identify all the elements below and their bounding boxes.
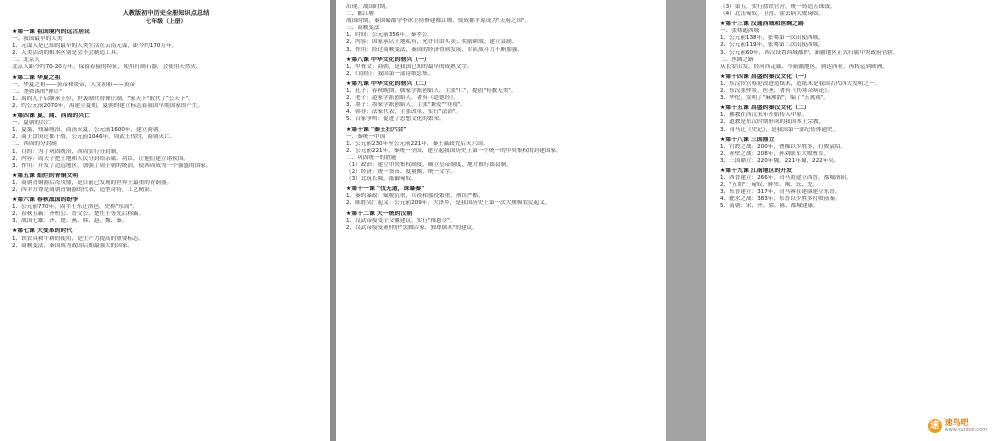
text-line: 一、夏朝的兴亡 [12,120,52,127]
text-line: 1、公元前770年，周平王东迁洛邑，史称"东周"。 [12,204,138,211]
text-line: 2、内容：国家承认土地私有，允许自由买卖；奖励耕战；建立县制。 [346,39,518,46]
text-line: 1、商朝青铜器后母戊鼎，是目前已发现的世界上最重的青铜器。 [12,179,173,186]
text-line: 1、官渡之战：200年，曹操以少胜多，打败袁绍。 [720,143,847,150]
text-line: 3、作用：经过商鞅变法，秦国的经济得到发展，军队战斗力不断加强。 [346,46,523,53]
watermark-url: www.sunbar.com [944,427,987,433]
text-line: （3）第五，实行盐铁官营，统一铸造五铢钱。 [720,4,836,10]
document-title: 人教版初中历史全册知识点总结 [122,10,210,17]
text-line: 4、韩非：法家代表，主张改革，实行"法治"。 [346,109,461,116]
text-line: 一、华夏之祖——黄帝和炎帝，人文初祖——黄帝 [12,81,136,88]
text-line: 1、时间：公元前356年，秦孝公。 [346,32,433,39]
text-line: 2、东汉张仲景，医圣，著有《伤寒杂病论》。 [720,88,833,95]
text-line: 1、禹的儿子启继承王位，世袭制代替禅让制，"家天下"取代了"公天下"。 [12,95,194,102]
text-line: 2、赤壁之战：208年，孙刘联军大败曹军。 [720,150,830,157]
text-line: 二、丝绸之路 [720,56,754,63]
text-line: 1、夏桀，残暴统治，商汤灭夏，公元前1600年，建立商朝。 [12,127,165,134]
text-line: 3、三国鼎立：220年魏，221年蜀，222年吴。 [720,157,840,164]
text-line: 二、巩固统一的措施 [346,154,397,161]
text-line: （4）北击匈奴，卫青、霍去病大败匈奴。 [720,11,825,18]
text-line: 3、公元前60年，西汉设置西域都护，新疆地区正式归属中央政府管辖。 [720,49,899,56]
text-line: 2、约公元前2070年，禹建立夏朝，夏朝的建立标志着我国早期国家的产生。 [12,102,204,109]
lesson-heading: ★第八课 中华文化的勃兴（一） [346,56,430,63]
text-line: 1、汉武帝接受主父偃建议，实行"推恩令"。 [346,217,456,224]
text-line: （2）经济：统一货币、度量衡，统一文字。 [346,169,456,176]
text-line: 2、汉武帝接受董仲舒"罢黜百家，独尊儒术"的建议。 [346,224,478,231]
text-line: 2、公元前119年，张骞第二次出使西域。 [720,42,824,49]
lesson-heading: ★第十四课 昌盛的秦汉文化（一） [720,73,810,80]
text-line: 2、人类活动的根本区别是会不会制造工具。 [12,50,122,57]
page-text [12,29,320,250]
text-line: 三、商鞅变法 [346,25,380,32]
text-line: 1、西晋建立：266年，司马炎建立西晋，都城洛阳。 [720,175,852,182]
document-page-2 [336,0,666,441]
lesson-heading: ★第十三课 汉通西域和丝绸之路 [720,21,804,28]
page-text [346,4,656,232]
text-line: 3、墨子：墨家学派创始人，主张"兼爱""非攻"。 [346,102,467,109]
text-line: 二、西周的分封制 [12,141,57,148]
text-line: 3、作用：开发了边远地区，加强了周王朝的统治，使西周成为一个强盛的国家。 [12,162,212,169]
lesson-heading: ★第四课 夏、商、西周的兴亡 [12,113,91,120]
text-line: 1、公元前230年至公元前221年，秦王嬴政先后灭六国。 [346,140,489,147]
text-line: 从长安出发，经河西走廊、今新疆地区，到达西亚，再转运到欧洲。 [720,63,888,70]
lesson-heading: ★第十五课 昌盛的秦汉文化（二） [720,105,810,112]
text-line: 3、战国七雄：齐、楚、燕、韩、赵、魏、秦。 [12,218,128,225]
text-line: （1）政治：建立中央集权制度，确立皇帝制度，地方推行郡县制。 [346,161,512,168]
document-subtitle: 七年级（上册） [145,19,187,25]
text-line: 1、公元前138年，张骞第一次出使西域。 [720,35,824,42]
text-line: 2、内容：周天子把土地和人民分封给亲属、功臣，让他们建立诸侯国。 [12,155,189,162]
lesson-heading: ★第十九课 江南地区的开发 [720,167,793,174]
text-line: 3、华佗，发明了"麻沸散"，编了"五禽戏"。 [720,95,829,102]
document-page-3 [706,0,1000,441]
text-line: 二、都江堰 [346,11,374,18]
text-line: 2、"五胡"：匈奴、鲜卑、羯、氐、羌。 [720,182,819,189]
watermark-text: 速鸟吧 [944,418,969,427]
text-line: 2、四羊方尊是商朝青铜器的代表，造型奇特，工艺精湛。 [12,186,156,193]
text-line: 二、北京人 [12,57,40,64]
text-line: 一、张骞通西域 [720,28,760,35]
text-line: 1、铁农具和牛耕的使用，是生产力提高的重要标志。 [12,235,145,242]
text-line: 3、司马迁《史记》，是我国第一部纪传体通史。 [720,126,839,133]
text-line: 2、道教是东汉时期形成的我国本土宗教。 [720,119,825,126]
text-line: 1、佛教在西汉末年开始传入中原。 [720,112,808,119]
text-line: 二、尧舜禹的"禅让" [12,88,62,95]
lesson-heading: ★第十二课 大一统的汉朝 [346,210,413,217]
lesson-heading: ★第十八课 三国鼎立 [720,136,775,143]
text-line: 2、公元前221年，秦统一全国，建立起我国历史上第一个统一的中央集权的封建国家。 [346,147,562,154]
text-line: 2、商王盘庚迁都于殷，公元前1046年，周武王伐纣，商朝灭亡。 [12,134,176,141]
text-line: 3、东晋建立：317年，司马睿在建康建立东晋。 [720,189,841,196]
lesson-heading: ★第一课 祖国境内的远古居民 [12,29,91,35]
text-line: 2、陈胜吴广起义：公元前209年，大泽乡，是我国历史上第一次大规模农民起义。 [346,200,551,207]
text-line: 5、百家争鸣：促进了思想文化的繁荣。 [346,116,445,123]
lesson-heading: ★第十课 "秦王扫六合" [346,126,407,133]
page-gap [666,0,706,441]
text-line: 2、《诗经》：我国第一部诗歌总集。 [346,70,434,77]
lesson-heading: ★第十一课 "伐无道，诛暴秦" [346,186,425,193]
text-line: 4、淝水之战：383年，东晋以少胜多打败前秦。 [720,196,841,203]
text-line: 1、秦的暴政：赋税沉重，兵役和徭役繁重，刑罚严酷。 [346,193,484,200]
document-page-1 [0,0,330,441]
text-line: 北京人距今约70-20万年，保留着猿的特征，使用打制石器，会使用天然火。 [12,64,202,71]
text-line: 战国时期，秦国蜀郡守李冰主持修建都江堰，使成都平原成为"天府之国"。 [346,18,531,25]
lesson-heading: ★第九课 中华文化的勃兴（二） [346,80,430,87]
text-line: 1、元谋人是已知的最早的人类生活在云南元谋，距今约170万年。 [12,43,178,50]
text-line: 1、目的：为了巩固统治，西周实行分封制。 [12,148,122,155]
text-line: 1、东汉宦官蔡伦改进造纸术，造纸术是我国古代四大发明之一。 [720,80,881,87]
bird-logo-icon: 速 [928,419,942,433]
site-watermark [923,416,992,435]
lesson-heading: ★第二课 华夏之祖 [12,74,61,81]
text-line: 2、春秋五霸：齐桓公、晋文公、楚庄王等先后称霸。 [12,211,145,218]
text-line: 一、我国最早的人类 [12,36,63,43]
text-line: （3）北筑长城，抵御匈奴。 [346,176,417,183]
text-line: 5、南朝：宋、齐、梁、陈，都城建康。 [720,203,819,210]
lesson-heading: ★第六课 春秋战国的纷争 [12,197,79,204]
text-line: 2、老子：道家学派创始人，著有《道德经》。 [346,95,459,102]
text-line: 2、商鞅变法，秦国成为战国后期最强大的国家。 [12,242,134,249]
text-line: 1、甲骨文：商朝，是我国已知的最早的成熟文字。 [346,63,473,70]
text-line: 出现，战国时期。 [346,4,391,10]
text-line: 1、孔子：春秋晚期，儒家学派创始人，主张"仁"，提倡"有教无类"。 [346,88,517,95]
page-text [720,4,992,211]
lesson-heading: ★第五课 灿烂的青铜文明 [12,172,79,179]
lesson-heading: ★第七课 大变革的时代 [12,228,73,235]
text-line: 一、秦统一中国 [346,133,386,140]
